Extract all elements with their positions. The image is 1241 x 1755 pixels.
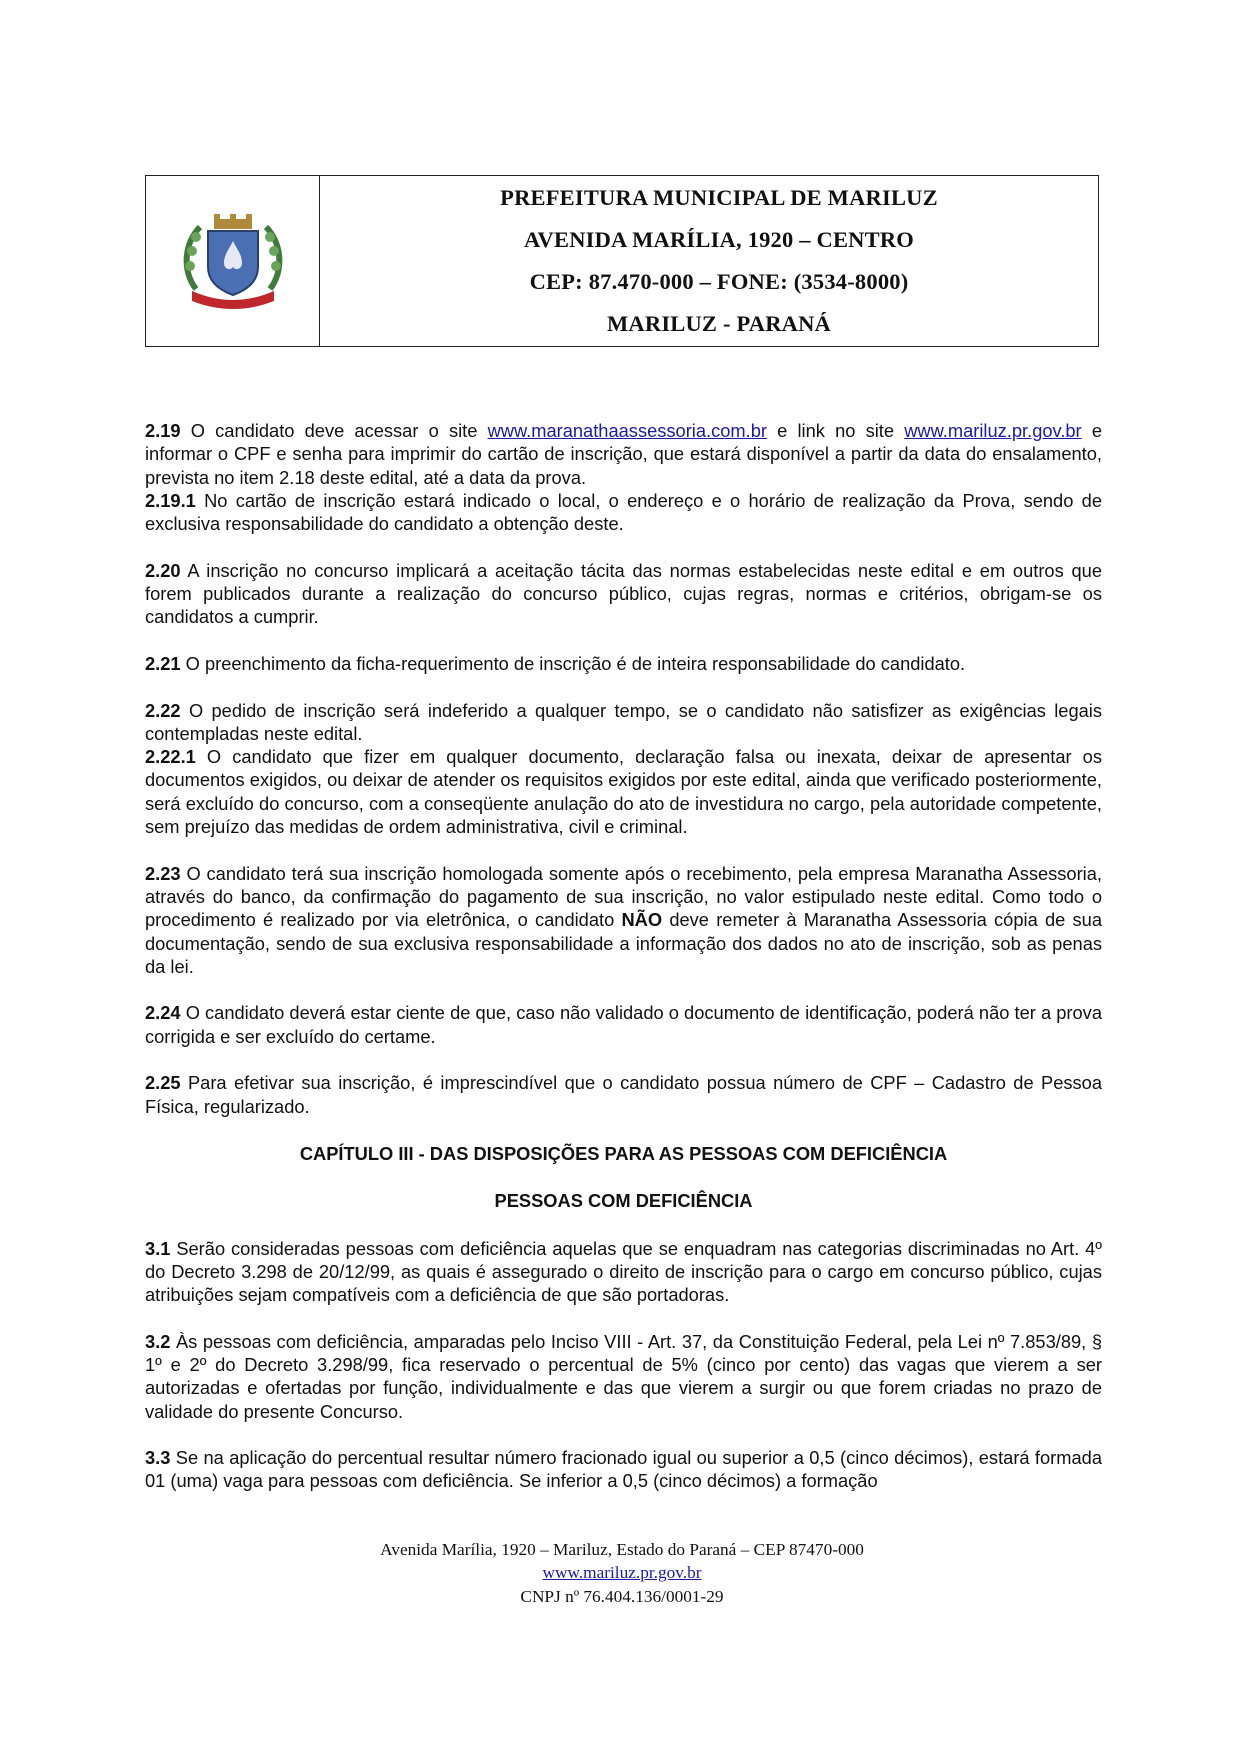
item-text: O candidato que fizer em qualquer documento, declaração falsa ou inexata, deixar de apresentar os documentos exigidos, ou deixar de atender os requisitos exigidos por este edital, ainda que verificado posteriormente, será excluído do concurso, com a conseqüente anulação do ato de investidura no cargo, pela autoridade competente, sem prejuízo das medidas de ordem administrativa, civil e criminal.	[145, 746, 1102, 838]
item-text: O candidato deverá estar ciente de que, caso não validado o documento de identificação, poderá não ter a prova corrigida e ser excluído do certame.	[145, 1002, 1102, 1047]
item-number: 2.19	[145, 420, 181, 441]
emphasis-nao: NÃO	[621, 909, 663, 931]
section-subheading: PESSOAS COM DEFICIÊNCIA	[494, 1190, 753, 1212]
item-text: No cartão de inscrição estará indicado o local, o endereço e o horário de realização da Prova, sendo de exclusiva responsabilidade do candidato a obtenção deste.	[145, 489, 1102, 535]
page-footer	[145, 1538, 1099, 1608]
coat-of-arms-icon	[178, 211, 288, 311]
footer-address: Avenida Marília, 1920 – Mariluz, Estado do Paraná – CEP 87470-000	[380, 1540, 864, 1559]
cep-phone-line: CEP: 87.470-000 – FONE: (3534-8000)	[529, 269, 909, 294]
item-text: Às pessoas com deficiência, amparadas pelo Inciso VIII - Art. 37, da Constituição Federal, pela Lei nº 7.853/89, § 1º e 2º do Decreto 3.298/99, fica reservado o percentual de 5% (cinco por cento) das vagas que vierem a ser autorizadas e ofertadas por função, individualmente e das que vierem a surgir ou que forem criadas no prazo de validade do presente Concurso.	[145, 1330, 1102, 1422]
item-text: deve remeter à Maranatha Assessoria cópia de sua documentação, sendo de sua exclusiva responsabilidade a informação dos dados no ato de inscrição, sob as penas da lei.	[145, 909, 1102, 977]
item-2-25	[145, 1071, 1102, 1118]
item-number: 2.23	[145, 862, 181, 884]
address-line: AVENIDA MARÍLIA, 1920 – CENTRO	[523, 227, 914, 252]
item-text: A inscrição no concurso implicará a aceitação tácita das normas estabelecidas neste edital e em outros que forem publicados durante a realização do concurso público, cujas regras, normas e critérios, obrigam-se os candidatos a cumprir.	[145, 559, 1102, 628]
item-text: Se na aplicação do percentual resultar número fracionado igual ou superior a 0,5 (cinco décimos), estará formada 01 (uma) vaga para pessoas com deficiência. Se inferior a 0,5 (cinco décimos) a formação	[145, 1447, 1102, 1492]
municipality-name: PREFEITURA MUNICIPAL DE MARILUZ	[500, 185, 938, 210]
item-number: 2.20	[145, 559, 181, 581]
letterhead-text	[320, 176, 1098, 346]
item-number: 3.3	[145, 1447, 171, 1469]
footer-website-link[interactable]: www.mariluz.pr.gov.br	[542, 1563, 702, 1583]
item-2-19-1	[145, 489, 1102, 536]
item-number: 2.19.1	[145, 489, 196, 511]
city-state-line: MARILUZ - PARANÁ	[606, 311, 831, 336]
mariluz-site-link[interactable]: www.mariluz.pr.gov.br	[904, 420, 1082, 441]
item-2-20	[145, 559, 1102, 629]
footer-cnpj: CNPJ nº 76.404.136/0001-29	[520, 1586, 724, 1606]
item-number: 3.2	[145, 1330, 171, 1352]
item-3-2	[145, 1330, 1102, 1423]
item-text: O candidato deve acessar o site	[180, 420, 488, 441]
item-2-22-1	[145, 745, 1102, 838]
item-2-22	[145, 699, 1102, 746]
item-text: O preenchimento da ficha-requerimento de inscrição é de inteira responsabilidade do candidato.	[180, 652, 966, 674]
logo-cell	[146, 176, 320, 346]
item-number: 2.21	[145, 652, 181, 674]
item-text: e link no site	[766, 420, 905, 441]
item-2-24	[145, 1001, 1102, 1048]
item-3-1	[145, 1237, 1102, 1307]
item-number: 2.24	[145, 1002, 181, 1024]
item-2-19	[145, 419, 1102, 489]
maranatha-site-link[interactable]: www.maranathaassessoria.com.br	[487, 420, 767, 441]
item-3-3	[145, 1446, 1102, 1493]
item-2-21	[145, 652, 1102, 675]
item-number: 2.22	[145, 699, 181, 721]
item-number: 3.1	[145, 1237, 171, 1259]
item-text: O candidato terá sua inscrição homologada somente após o recebimento, pela empresa Maranatha Assessoria, através do banco, da confirmação do pagamento de sua inscrição, no valor estipulado neste edital. Como todo o procedimento é realizado por via eletrônica, o candidato	[145, 862, 1102, 931]
document-body	[145, 419, 1102, 1493]
item-2-23	[145, 862, 1102, 978]
item-number: 2.25	[145, 1072, 181, 1094]
item-text: Para efetivar sua inscrição, é imprescindível que o candidato possua número de CPF – Cadastro de Pessoa Física, regularizado.	[145, 1072, 1102, 1117]
chapter-title: CAPÍTULO III - DAS DISPOSIÇÕES PARA AS PESSOAS COM DEFICIÊNCIA	[299, 1142, 948, 1164]
item-text: O pedido de inscrição será indeferido a qualquer tempo, se o candidato não satisfizer as exigências legais contempladas neste edital.	[145, 699, 1102, 744]
letterhead	[145, 175, 1099, 347]
item-text: e informar o CPF e senha para imprimir do cartão de inscrição, que estará disponível a partir da data do ensalamento, prevista no item 2.18 deste edital, até a data da prova.	[145, 420, 1102, 488]
item-number: 2.22.1	[145, 746, 196, 768]
item-text: Serão consideradas pessoas com deficiência aquelas que se enquadram nas categorias discriminadas no Art. 4º do Decreto 3.298 de 20/12/99, as quais é assegurado o direito de inscrição para o cargo em concurso público, cujas atribuições sejam compatíveis com a deficiência de que são portadoras.	[145, 1237, 1102, 1306]
